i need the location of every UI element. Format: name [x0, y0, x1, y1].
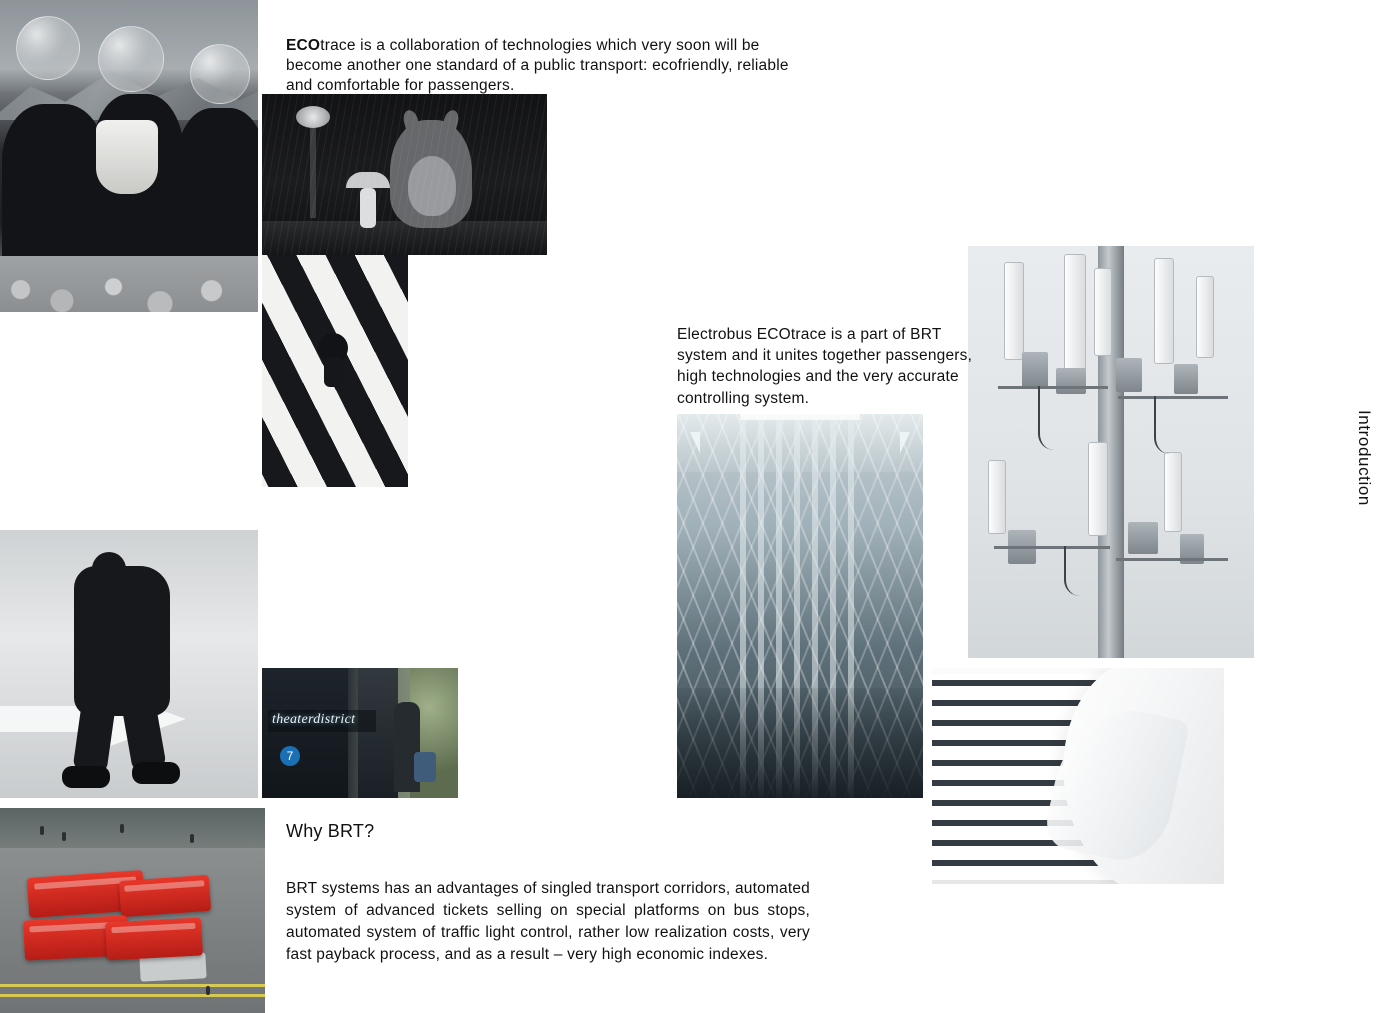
- why-brt-paragraph: BRT systems has an advantages of singled transport corridors, automated system of advanced tickets selling on special platforms on bus stops, automated system of traffic light control, rather low realization costs, very fast payback process, and as a result – very high economic indexes.: [286, 879, 810, 963]
- equipment-box: [1022, 352, 1048, 388]
- cable: [1064, 546, 1100, 596]
- brand-eco: ECO: [286, 36, 321, 54]
- brt-buses-photo: [0, 808, 265, 1013]
- antenna: [1088, 442, 1108, 536]
- bubble-helmet-center: [98, 26, 164, 92]
- facade-photo: [932, 668, 1224, 884]
- rain-scene-photo: [262, 94, 547, 255]
- subway-line-roundel: 7: [280, 746, 300, 766]
- shoe-back: [62, 766, 110, 788]
- why-brt-heading: Why BRT?: [286, 821, 375, 841]
- equipment-box: [1128, 522, 1158, 554]
- brand-trace: trace: [320, 36, 356, 54]
- antenna: [1154, 258, 1174, 364]
- antenna: [1196, 276, 1214, 358]
- luggage-shape: [414, 752, 436, 782]
- antenna: [1094, 268, 1112, 356]
- mounting-arm: [1116, 558, 1228, 561]
- antenna: [1004, 262, 1024, 360]
- station-wall: [262, 668, 348, 798]
- walking-arrow-photo: [0, 530, 258, 798]
- bus-4: [105, 918, 203, 961]
- shoe-front: [132, 762, 180, 784]
- pedestrian: [190, 834, 194, 843]
- balloon-figure: [318, 333, 348, 363]
- station-sign-label: theaterdistrict: [272, 712, 356, 727]
- bridge-underside-photo: [677, 414, 923, 798]
- cable: [1038, 386, 1080, 450]
- pedestrian: [40, 826, 44, 835]
- cell-tower-photo: [968, 246, 1254, 658]
- intro-paragraph-text: is a collaboration of technologies which very soon will be become another one standard of a public transport: ecofriendly, reliable and comfortable for passengers.: [286, 36, 789, 95]
- antenna: [988, 460, 1006, 534]
- bubble-helmet-left: [16, 16, 80, 80]
- rain-streaks: [262, 94, 547, 255]
- pedestrian: [206, 986, 210, 995]
- walker-body: [74, 566, 170, 716]
- lane-marking-2: [0, 994, 265, 997]
- bus-2: [119, 875, 211, 917]
- pedestrian: [62, 832, 66, 841]
- intro-paragraph: [286, 36, 806, 97]
- stone-ground: [0, 256, 258, 312]
- crosswalk-photo: [262, 255, 408, 487]
- lane-marking-1: [0, 984, 265, 987]
- shadow-gradient: [677, 688, 923, 798]
- antenna: [1064, 254, 1086, 376]
- bus-door: [358, 668, 398, 798]
- antenna: [1164, 452, 1182, 532]
- electrobus-paragraph: Electrobus ECOtrace is a part of BRT system and it unites together passengers, high technologies and the very accurate controlling system.: [677, 325, 973, 407]
- bubble-helmets-photo: [0, 0, 258, 312]
- walker-head: [92, 552, 126, 586]
- brand-name: [286, 37, 356, 54]
- bubble-helmet-right: [190, 44, 250, 104]
- pedestrian: [120, 824, 124, 833]
- equipment-box: [1116, 358, 1142, 392]
- backpack-shape: [96, 120, 158, 194]
- theater-district-photo: [262, 668, 458, 798]
- cable: [1154, 396, 1192, 454]
- equipment-box: [1174, 364, 1198, 394]
- section-side-label: Introduction: [1355, 409, 1374, 506]
